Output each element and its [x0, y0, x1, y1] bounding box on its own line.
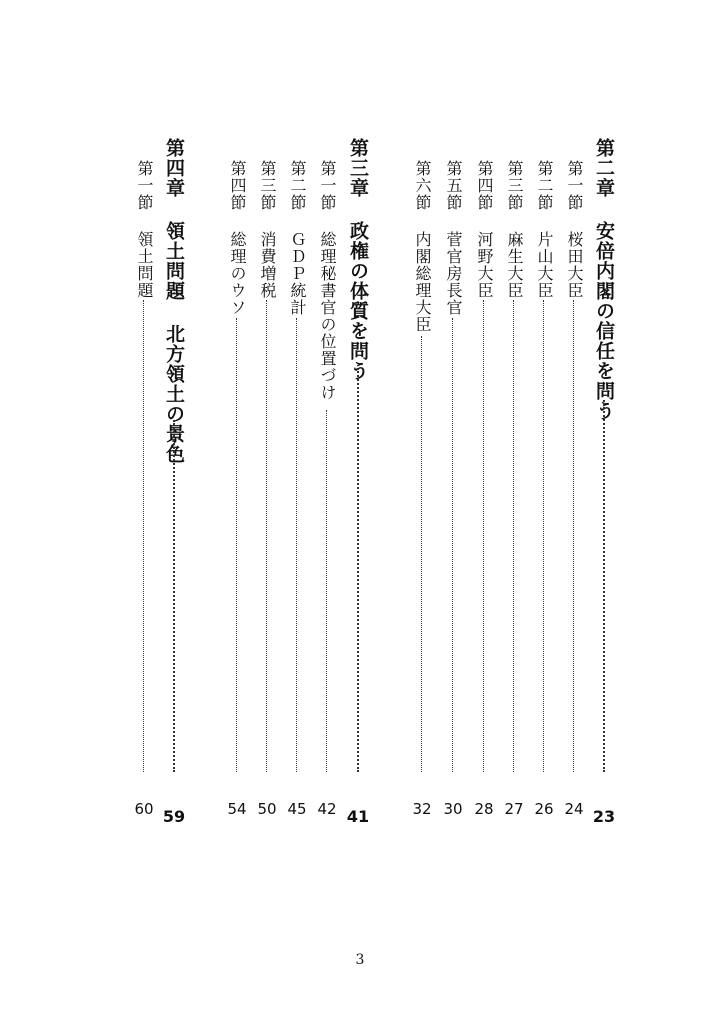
toc-entry-title: 第六節 内閣総理大臣	[413, 160, 432, 333]
toc-leader-dots	[452, 318, 453, 772]
toc-entry-page: 23	[592, 807, 616, 826]
toc-leader-dots	[513, 300, 514, 772]
toc-entry-title: 第四節 総理のウソ	[228, 160, 247, 316]
toc-entry-page: 28	[474, 800, 494, 818]
toc-entry-page: 50	[257, 800, 277, 818]
toc-leader-dots	[357, 368, 359, 772]
toc-entry-title: 第三章 政権の体質を問う	[347, 138, 369, 381]
toc-entry-page: 26	[534, 800, 554, 818]
toc-entry-title: 第二節 ＧＤＰ統計	[288, 160, 307, 316]
toc-entry-title: 第一節 総理秘書官の位置づけ	[318, 160, 337, 401]
toc-section-3-4	[224, 138, 250, 818]
toc-leader-dots	[266, 300, 267, 772]
toc-leader-dots	[421, 336, 422, 772]
toc-section-2-6	[409, 138, 435, 818]
toc-entry-title: 第三節 消費増税	[258, 160, 277, 299]
toc-section-2-2	[531, 138, 557, 818]
toc-leader-dots	[483, 300, 484, 772]
toc-chapter-4	[161, 138, 187, 826]
toc-entry-page: 54	[227, 800, 247, 818]
toc-entry-title: 第二章 安倍内閣の信任を問う	[593, 138, 615, 421]
toc-leader-dots	[143, 300, 144, 772]
toc-chapter-3	[345, 138, 371, 826]
toc-entry-title: 第五節 菅官房長官	[444, 160, 463, 316]
toc-entry-page: 27	[504, 800, 524, 818]
toc-entry-title: 第一節 桜田大臣	[565, 160, 584, 299]
toc-leader-dots	[326, 410, 327, 772]
toc-leader-dots	[296, 318, 297, 772]
toc-entry-page: 42	[317, 800, 337, 818]
page-number: 3	[355, 952, 365, 968]
toc-entry-title: 第四章 領土問題 北方領土の景色	[163, 138, 185, 464]
toc-entry-title: 第四節 河野大臣	[475, 160, 494, 299]
toc-section-4-1	[131, 138, 157, 818]
toc-leader-dots	[236, 318, 237, 772]
toc-section-3-3	[254, 138, 280, 818]
toc-entry-title: 第一節 領土問題	[135, 160, 154, 299]
toc-leader-dots	[543, 300, 544, 772]
toc-entry-title: 第三節 麻生大臣	[505, 160, 524, 299]
toc-leader-dots	[573, 300, 574, 772]
toc-entry-title: 第二節 片山大臣	[535, 160, 554, 299]
toc-entry-page: 60	[134, 800, 154, 818]
toc-section-2-3	[501, 138, 527, 818]
toc-entry-page: 45	[287, 800, 307, 818]
toc-section-2-4	[471, 138, 497, 818]
toc-leader-dots	[603, 400, 605, 772]
toc-section-3-2	[284, 138, 310, 818]
toc-entry-page: 59	[162, 807, 186, 826]
toc-chapter-2	[591, 138, 617, 826]
toc-entry-page: 30	[443, 800, 463, 818]
toc-entry-page: 41	[346, 807, 370, 826]
toc-section-2-5	[440, 138, 466, 818]
toc-section-2-1	[561, 138, 587, 818]
toc-entry-page: 32	[412, 800, 432, 818]
toc-entry-page: 24	[564, 800, 584, 818]
toc-leader-dots	[173, 420, 175, 772]
toc-section-3-1	[314, 138, 340, 818]
